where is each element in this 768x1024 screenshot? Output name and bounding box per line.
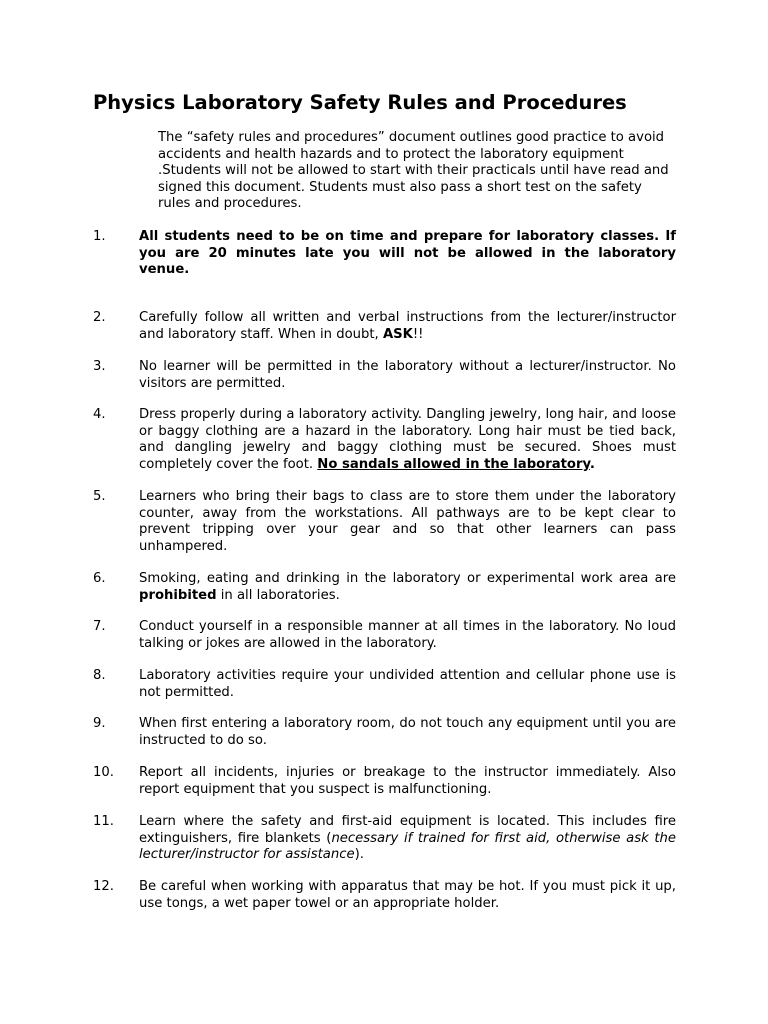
rule-number: 5. (93, 489, 106, 504)
rule-text-part: . (589, 456, 595, 472)
rule-number: 7. (93, 619, 106, 634)
rule-text: Be careful when working with apparatus that may be hot. If you must pick it up, use tongs, a wet paper towel or an appropriate holder. (139, 879, 676, 911)
rule-text-part: Smoking, eating and drinking in the laboratory or experimental work area are (139, 571, 676, 586)
rule-emphasis-bold: prohibited (139, 587, 217, 603)
rule-text (139, 814, 676, 864)
rule-text-part: ). (354, 847, 364, 863)
rule-item-1 (93, 229, 677, 279)
rule-number: 9. (93, 716, 106, 731)
rule-item-3 (93, 359, 677, 392)
rule-item-2 (93, 310, 677, 343)
rule-number: 4. (93, 407, 106, 422)
rule-number: 2. (93, 310, 106, 325)
intro-paragraph: The “safety rules and procedures” document outlines good practice to avoid accidents and health hazards and to protect the laboratory equipment .Students will not be allowed to start with their practicals until have read and signed this document. Students must also pass a short test on the safety rules and procedures. (158, 130, 669, 212)
rule-item-9 (93, 716, 677, 749)
rule-text-part: !! (412, 326, 424, 342)
rule-number: 1. (93, 229, 106, 244)
rule-text: When first entering a laboratory room, do not touch any equipment until you are instructed to do so. (139, 716, 676, 748)
rule-item-7 (93, 619, 677, 652)
rule-number: 11. (93, 814, 114, 829)
rule-text-part: Learn where the safety and first-aid equipment is located. This includes fire extinguishers, fire blankets ( (139, 814, 676, 846)
rule-text-part: in all laboratories. (216, 587, 340, 603)
rule-number: 3. (93, 359, 106, 374)
rule-number: 10. (93, 765, 114, 780)
rule-item-5 (93, 489, 677, 555)
rule-number: 12. (93, 879, 114, 894)
rule-item-10 (93, 765, 677, 798)
rule-text: All students need to be on time and prepare for laboratory classes. If you are 20 minutes late you will not be allowed in the laboratory venue. (139, 229, 676, 278)
rule-item-12 (93, 879, 677, 912)
rule-emphasis-bold: ASK (382, 326, 413, 342)
rule-item-8 (93, 668, 677, 701)
rule-number: 6. (93, 571, 106, 586)
rule-emphasis-underline: No sandals allowed in the laboratory (317, 456, 590, 472)
rule-text (139, 407, 676, 473)
rule-text-part: Carefully follow all written and verbal instructions from the lecturer/instructor and laboratory staff. When in doubt, (139, 310, 676, 342)
page-title: Physics Laboratory Safety Rules and Procedures (93, 91, 627, 114)
rule-text: Laboratory activities require your undivided attention and cellular phone use is not permitted. (139, 668, 676, 700)
rule-item-4 (93, 407, 677, 473)
rule-text: No learner will be permitted in the laboratory without a lecturer/instructor. No visitors are permitted. (139, 359, 676, 391)
rule-text (139, 571, 676, 604)
rule-text: Conduct yourself in a responsible manner at all times in the laboratory. No loud talking or jokes are allowed in the laboratory. (139, 619, 676, 651)
rule-text-part: Dress properly during a laboratory activity. Dangling jewelry, long hair, and loose or baggy clothing are a hazard in the laboratory. Long hair must be tied back, and dangling jewelry and baggy clothing must be secured. Shoes must completely cover the foot. (139, 407, 676, 472)
rule-item-6 (93, 571, 677, 604)
rule-text: Learners who bring their bags to class are to store them under the laboratory counter, away from the workstations. All pathways are to be kept clear to prevent tripping over your gear and so that other learners can pass unhampered. (139, 489, 676, 554)
rule-number: 8. (93, 668, 106, 683)
rule-item-11 (93, 814, 677, 864)
rule-text (139, 310, 676, 343)
rule-text: Report all incidents, injuries or breakage to the instructor immediately. Also report equipment that you suspect is malfunctioning. (139, 765, 676, 797)
rule-emphasis-italic: necessary if trained for first aid, otherwise ask the lecturer/instructor for assistance (139, 830, 676, 863)
